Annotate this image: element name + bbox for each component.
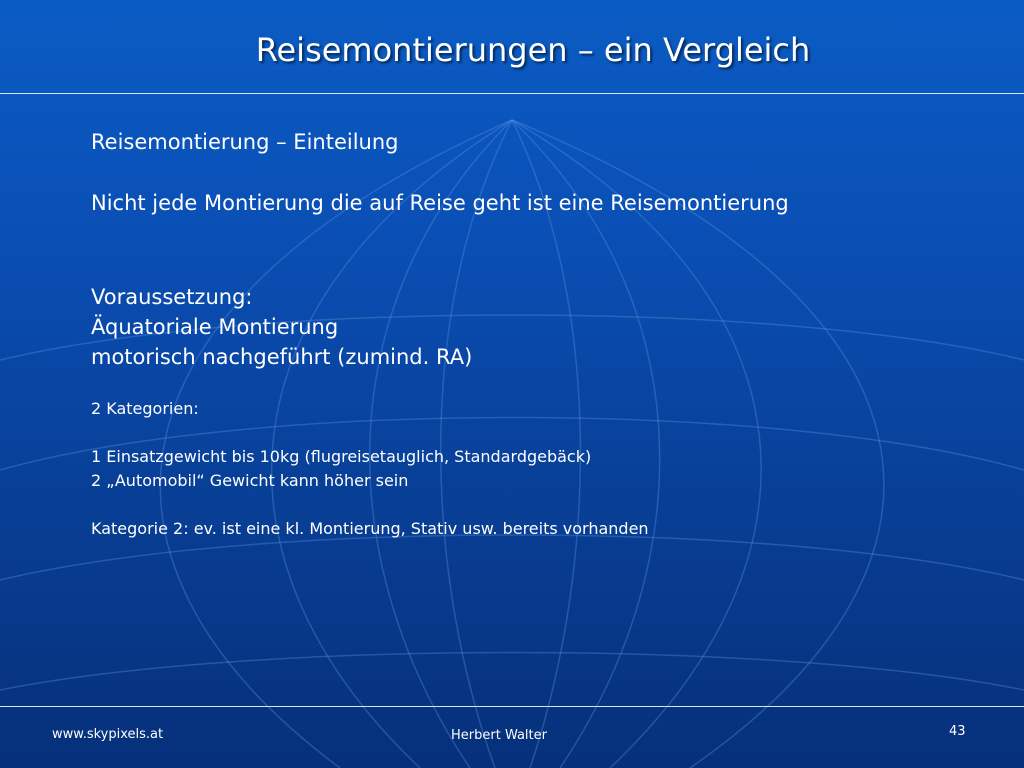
footer-author: Herbert Walter — [451, 728, 547, 743]
body-line-prerequisite-label: Voraussetzung: — [91, 285, 253, 309]
bottom-divider — [0, 706, 1024, 707]
body-heading: Reisemontierung – Einteilung — [91, 130, 399, 154]
slide-title: Reisemontierungen – ein Vergleich — [255, 31, 811, 69]
body-line-category-1: 1 Einsatzgewicht bis 10kg (flugreisetauglich, Standardgebäck) — [91, 447, 592, 466]
body-line-categories-label: 2 Kategorien: — [91, 399, 199, 418]
body-line-motorized: motorisch nachgeführt (zumind. RA) — [91, 345, 473, 369]
footer-website: www.skypixels.at — [52, 727, 164, 742]
top-divider — [0, 93, 1024, 94]
body-line-equatorial: Äquatoriale Montierung — [91, 315, 339, 339]
body-line-category-2-note: Kategorie 2: ev. ist eine kl. Montierung, Stativ usw. bereits vorhanden — [91, 519, 649, 538]
body-line-intro: Nicht jede Montierung die auf Reise geht ist eine Reisemontierung — [91, 191, 789, 215]
body-line-category-2: 2 „Automobil“ Gewicht kann höher sein — [91, 471, 409, 490]
footer-page-number: 43 — [949, 724, 966, 739]
